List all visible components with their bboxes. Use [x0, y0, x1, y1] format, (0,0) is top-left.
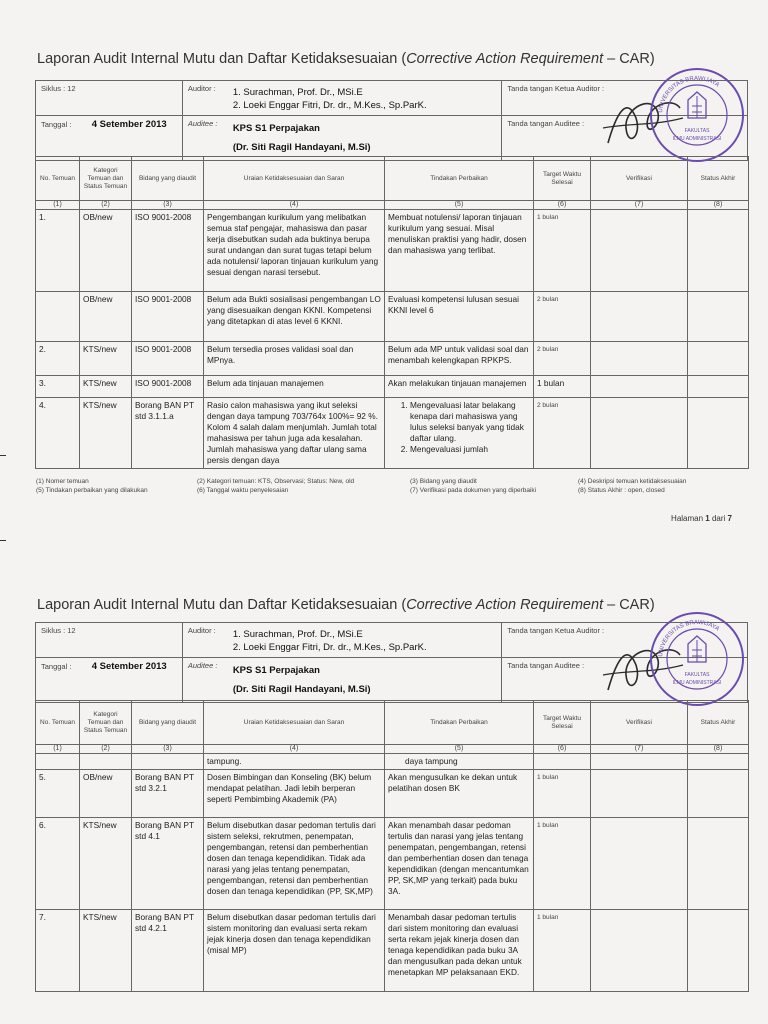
svg-text:UNIVERSITAS BRAWIJAYA: UNIVERSITAS BRAWIJAYA [658, 619, 721, 658]
table-row: 2. KTS/new ISO 9001-2008 Belum tersedia proses validasi soal dan MPnya. Belum ada MP untuk validasi soal dan menambah kelengkapan RPKPS. 2 bulan [36, 342, 749, 376]
page-number: Halaman 1 dari 7 [671, 514, 732, 523]
footnote: (6) Tanggal waktu penyelesaian [197, 487, 289, 494]
column-header-row [36, 157, 749, 201]
auditee-cell: Auditee : KPS S1 Perpajakan (Dr. Siti Ragil Handayani, M.Si) [182, 116, 502, 161]
col-kategori: Kategori Temuan dan Status Temuan [80, 157, 132, 201]
university-stamp-icon [648, 66, 746, 164]
table-row: 1. OB/new ISO 9001-2008 Pengembangan kurikulum yang melibatkan semua staf pengajar, mahasiswa dan pasar kerja disebutkan sudah ada buktinya berupa surat undangan dan surat tugas tetapi belum ada notulensi/ laporan tinjauan kurikulum yang sesuai dengan narasi tersebut. Membuat notulensi/ laporan tinjauan kurikulum yang sesuai. Misal menuliskan praktisi yang hadir, dosen dan mahasiswa yang terlibat. 1 bulan [36, 210, 749, 292]
column-number-row: (1) (2) (3) (4) (5) (6) (7) (8) [36, 745, 749, 754]
auditor-label: Auditor : [187, 84, 216, 93]
svg-text:FAKULTAS: FAKULTAS [684, 672, 710, 678]
auditee-signature-cell: Tanda tangan Auditee : [502, 116, 748, 161]
auditor-cell: Auditor : 1. Surachman, Prof. Dr., MSi.E 2. Loeki Enggar Fitri, Dr. dr., M.Kes., Sp.ParK. [182, 81, 502, 116]
tanggal-cell: Tanggal : 4 Setember 2013 [36, 116, 183, 161]
svg-text:ILMU ADMINISTRASI: ILMU ADMINISTRASI [672, 680, 722, 686]
auditor-1: Surachman, Prof. Dr., MSi.E [243, 87, 363, 98]
svg-text:UNIVERSITAS BRAWIJAYA: UNIVERSITAS BRAWIJAYA [658, 75, 721, 114]
auditee-value: KPS S1 Perpajakan [232, 123, 320, 134]
findings-table-page-2 [35, 700, 749, 992]
col-no: No. Temuan [36, 157, 80, 201]
auditor-2: Loeki Enggar Fitri, Dr. dr., M.Kes., Sp.ParK. [243, 100, 427, 111]
scan-mark [0, 455, 6, 456]
col-status: Status Akhir [688, 157, 749, 201]
svg-text:ILMU ADMINISTRASI: ILMU ADMINISTRASI [672, 136, 722, 142]
table-row: 6. KTS/new Borang BAN PT std 4.1 Belum disebutkan dasar pedoman tertulis dari sistem seleksi, rekrutmen, penempatan, pengembangan, retensi dan pemberhentian dosen dan tenaga kependidikan. Tidak ada narasi yang jelas tentang penempatan, pengembangan, retensi dan pemberhentian dosen dan tenaga kependidikan (PP, SK,MP) Akan menambah dasar pedoman tertulis dan narasi yang jelas tentang penempatan, pengembangan, retensi dan pemberhentian dosen dan tenaga kependidikan (dengan mencantumkan PP, SK,MP yang terkait) pada buku 3A. 1 bulan [36, 818, 749, 910]
table-row: 5. OB/new Borang BAN PT std 3.2.1 Dosen Bimbingan dan Konseling (BK) belum mendapat pelatihan. Jadi lebih berperan seperti Pembimbing Akademik (PA) Akan mengusulkan ke dekan untuk pelatihan dosen BK 1 bulan [36, 770, 749, 818]
col-uraian: Uraian Ketidaksesuaian dan Saran [204, 157, 385, 201]
footnote: (4) Deskripsi temuan ketidaksesuaian [578, 478, 687, 485]
column-number-row: (1) (2) (3) (4) (5) (6) (7) (8) [36, 201, 749, 210]
footnote: (8) Status Akhir : open, closed [578, 487, 665, 494]
university-stamp-icon [648, 610, 746, 708]
findings-table-page-1 [35, 156, 749, 469]
siklus-cell: Siklus : 12 [36, 81, 183, 116]
footnote: (1) Nomer temuan [36, 478, 89, 485]
footnote: (7) Verifikasi pada dokumen yang diperbaiki [410, 487, 537, 494]
table-row: 3. KTS/new ISO 9001-2008 Belum ada tinjauan manajemen Akan melakukan tinjauan manajemen 1 bulan [36, 376, 749, 398]
footnote: (5) Tindakan perbaikan yang dilakukan [36, 487, 148, 494]
col-bidang: Bidang yang diaudit [132, 157, 204, 201]
tanggal-value: 4 Setember 2013 [91, 119, 167, 130]
table-row: 4. KTS/new Borang BAN PT std 3.1.1.a Rasio calon mahasiswa yang ikut seleksi dengan daya tampung 703/764x 100%= 92 %. Kolom 4 salah dalam menjumlah. Jumlah total mahasiswa per tahun juga ada kesalahan. Jumlah mahasiswa yang daftar ulang sama persis dengan daya 1. Mengevaluasi latar belakang kenapa dari mahasiswa yang lulus seleksi banyak yang tidak daftar ulang. 2. Mengevaluasi jumlah 2 bulan [36, 398, 749, 469]
table-row: 7. KTS/new Borang BAN PT std 4.2.1 Belum disebutkan dasar pedoman tertulis dari sistem monitoring dan evaluasi serta rekam jejak kinerja dosen dan tenaga kependidikan (misal MP) Menambah dasar pedoman tertulis dari sistem monitoring dan evaluasi serta rekam jejak kinerja dosen dan tenaga kependidikan pada buku 3A dan mengusulkan pada dekan untuk menetapkan MP pelaksanaan EKD. 1 bulan [36, 910, 749, 992]
table-row-continuation: tampung. daya tampung [36, 754, 749, 770]
footnote: (3) Bidang yang diaudit [410, 478, 477, 485]
footnote: (2) Kategori temuan: KTS, Observasi; Status: New, old [197, 478, 355, 485]
auditee-person: (Dr. Siti Ragil Handayani, M.Si) [232, 142, 371, 153]
audit-page-2 [0, 540, 768, 1024]
col-verifikasi: Verifikasi [591, 157, 688, 201]
ketua-signature-cell: Tanda tangan Ketua Auditor : [502, 81, 748, 116]
table-row: OB/new ISO 9001-2008 Belum ada Bukti sosialisasi pengembangan LO yang disesuaikan dengan KKNI. Kompetensi yang ditetapkan di atas level 6 KKNI. Evaluasi kompetensi lulusan sesuai KKNI level 6 2 bulan [36, 292, 749, 342]
column-header-row: No. Temuan Kategori Temuan dan Status Temuan Bidang yang diaudit Uraian Ketidaksesuaian dan Saran Tindakan Perbaikan Target Waktu Selesai Verifikasi Status Akhir [36, 701, 749, 745]
page-title: Laporan Audit Internal Mutu dan Daftar Ketidaksesuaian (Corrective Action Requirement – CAR) [37, 597, 655, 613]
page-title: Laporan Audit Internal Mutu dan Daftar Ketidaksesuaian (Corrective Action Requirement – CAR) [37, 51, 655, 67]
svg-text:FAKULTAS: FAKULTAS [684, 128, 710, 134]
header-table: Siklus : 12 Auditor : 1. Surachman, Prof. Dr., MSi.E 2. Loeki Enggar Fitri, Dr. dr., M.Kes., Sp.ParK. Tanda tangan Ketua Auditor : Tanggal : 4 Setember 2013 Auditee : KPS S1 Perpajakan (Dr. Siti Ragil Handayani, M.Si) Tanda tangan Auditee : [35, 622, 748, 703]
col-tindakan: Tindakan Perbaikan [385, 157, 534, 201]
col-target: Target Waktu Selesai [534, 157, 591, 201]
